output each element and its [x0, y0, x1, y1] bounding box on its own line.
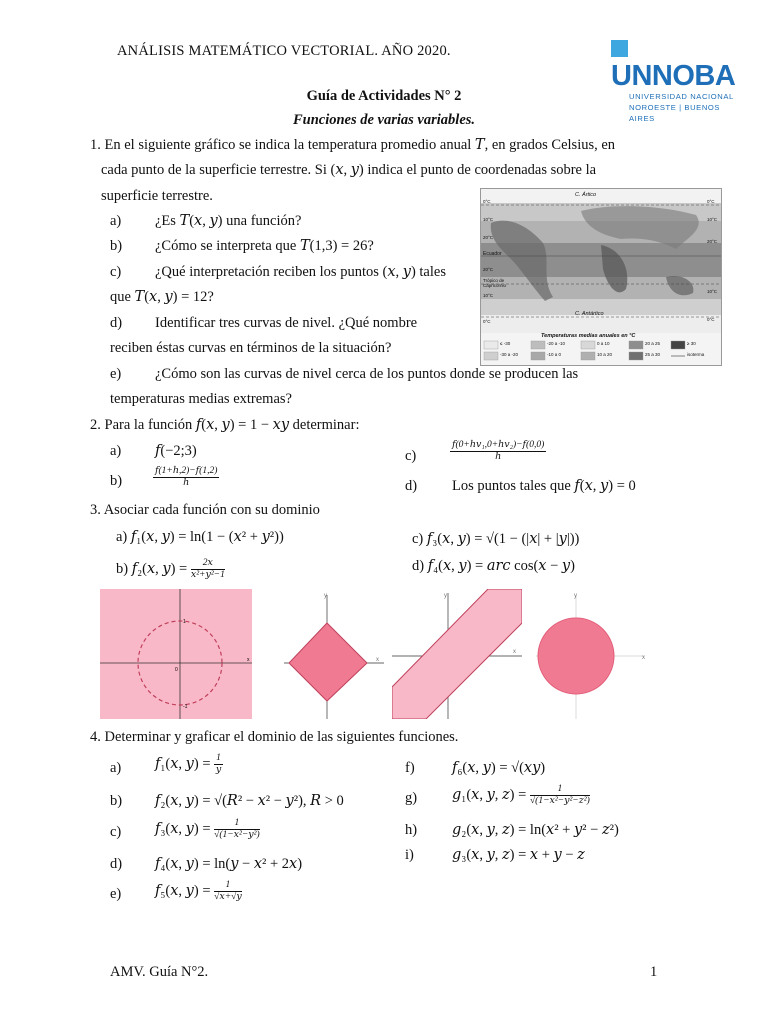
p1-b-text: ¿Cómo se interpreta que 𝑇(1,3) = 26? [155, 238, 374, 254]
footer-left: AMV. Guía N°2. [110, 964, 209, 980]
map-legend-title: Temperaturas medias anuales en °C [541, 333, 636, 339]
map-temp-left-4: 10°C [483, 293, 494, 298]
p2-c-label: c) [405, 448, 417, 464]
p4-d-label: d) [110, 856, 123, 872]
p4-a-pre: 𝑓₁(𝑥, 𝑦) = [155, 755, 211, 772]
p4-a-den: 𝑦 [215, 765, 222, 775]
p2-stem: 2. Para la función 𝑓(𝑥, 𝑦) = 1 − 𝑥𝑦 determinar: [90, 417, 360, 433]
p4-g-pre: 𝑔₁(𝑥, 𝑦, 𝑧) = [452, 786, 527, 803]
p4-g-label: g) [405, 790, 418, 806]
map-label-tropico: Trópico de Capricornio [483, 278, 507, 288]
p1-d-text: Identificar tres curvas de nivel. ¿Qué nombre [155, 315, 418, 331]
p4-d-text: 𝑓₄(𝑥, 𝑦) = ln(𝑦 − 𝑥² + 2𝑥) [155, 856, 303, 872]
p4-i-label: i) [405, 847, 414, 863]
p4-a-num: 1 [216, 753, 221, 763]
map-legend-3: -10 a 0 [547, 352, 562, 357]
p4-e-den: √𝑥+√𝑦 [214, 892, 242, 902]
p1-c-label: c) [110, 264, 122, 280]
page-number: 1 [650, 964, 658, 980]
domain-plot-diamond [284, 589, 384, 719]
p4-g-num: 1 [530, 784, 590, 796]
p4-h-label: h) [405, 822, 418, 838]
p1-e-text2: temperaturas medias extremas? [110, 391, 292, 407]
plot1-origin: 0 [175, 667, 178, 673]
p4-e-label: e) [110, 886, 122, 902]
p3-b-pre: b) 𝑓₂(𝑥, 𝑦) = [116, 560, 188, 577]
p2-c-num: 𝑓(0+ℎ𝑣₁,0+ℎ𝑣₂)−𝑓(0,0) [452, 440, 545, 450]
map-legend-0: ≤ -30 [500, 341, 511, 346]
p2-c-den: ℎ [495, 452, 502, 462]
p4-i-text: 𝑔₃(𝑥, 𝑦, 𝑧) = 𝑥 + 𝑦 − 𝑧 [452, 847, 585, 863]
map-legend-7: 25 a 30 [645, 352, 661, 357]
p4-g-den: √(1−𝑥²−𝑦²−𝑧²) [529, 796, 590, 806]
map-legend-4: 0 a 10 [597, 341, 610, 346]
temperature-map [480, 188, 722, 366]
plot3-y-label: y [444, 593, 447, 599]
map-temp-left-0: 0°C [483, 199, 491, 204]
plot4-y-label: y [574, 593, 577, 599]
p1-a-text: ¿Es 𝑇(𝑥, 𝑦) una función? [155, 213, 302, 229]
p1-e-label: e) [110, 366, 122, 382]
page-subtitle: Funciones de varias variables. [292, 112, 476, 128]
p3-b-den: 𝑥²+𝑦²−1 [190, 570, 225, 580]
p4-e-pre: 𝑓₅(𝑥, 𝑦) = [155, 882, 211, 899]
p4-c-text [155, 818, 260, 841]
map-temp-right-3: 10°C [707, 289, 718, 294]
plot3-x-label: x [513, 649, 516, 655]
map-legend-9: isoterma [687, 352, 705, 357]
p3-c-text: c) 𝑓₃(𝑥, 𝑦) = √(1 − (|𝑥| + |𝑦|)) [412, 531, 580, 547]
map-legend-6: 20 a 25 [645, 341, 661, 346]
map-legend-5: 10 a 20 [597, 352, 613, 357]
p2-b-label: b) [110, 473, 123, 489]
map-temp-right-2: 20°C [707, 239, 718, 244]
plot4-x-label: x [642, 655, 645, 661]
map-legend-1: -30 a -20 [500, 352, 519, 357]
map-label-artico: C. Ártico [575, 192, 597, 198]
p4-h-text: 𝑔₂(𝑥, 𝑦, 𝑧) = ln(𝑥² + 𝑦² − 𝑧²) [452, 822, 619, 838]
p2-c-fraction [450, 440, 546, 463]
p4-c-label: c) [110, 824, 122, 840]
p2-d-text: Los puntos tales que 𝑓(𝑥, 𝑦) = 0 [452, 478, 636, 494]
p4-g-text [452, 784, 590, 807]
p1-line3: superficie terrestre. [101, 188, 213, 204]
p2-a-text: 𝑓(−2;3) [155, 443, 197, 459]
map-temp-left-2: 20°C [483, 235, 494, 240]
p2-a-label: a) [110, 443, 122, 459]
p4-e-text [155, 880, 242, 903]
p3-b-text [116, 558, 225, 581]
domain-plot-disk-exterior [100, 589, 252, 719]
p1-d-text2: reciben éstas curvas en términos de la situación? [110, 340, 392, 356]
domain-plot-disk [536, 589, 656, 719]
p3-b-num: 2𝑥 [191, 558, 225, 570]
p4-f-text: 𝑓₆(𝑥, 𝑦) = √(𝑥𝑦) [452, 760, 546, 776]
p2-d-label: d) [405, 478, 418, 494]
plot2-x-label: x [376, 657, 379, 663]
p1-a-label: a) [110, 213, 122, 229]
map-temp-right-4: 0°C [707, 317, 715, 322]
p1-c-text: ¿Qué interpretación reciben los puntos (𝑥, 𝑦) tales [155, 264, 446, 280]
p4-b-text: 𝑓₂(𝑥, 𝑦) = √(𝑅² − 𝑥² − 𝑦²), 𝑅 > 0 [155, 793, 344, 809]
p4-a-text [155, 753, 223, 776]
p4-c-num: 1 [214, 818, 260, 830]
logo-sub-line2: NOROESTE | BUENOS AIRES [629, 103, 721, 123]
p1-c-text2: que 𝑇(𝑥, 𝑦) = 12? [110, 289, 214, 305]
map-label-ecuador: Ecuador [483, 251, 502, 257]
p1-e-text: ¿Cómo son las curvas de nivel cerca de los puntos donde se producen las [155, 366, 579, 382]
p1-d-label: d) [110, 315, 123, 331]
map-temp-right-0: 0°C [707, 199, 715, 204]
logo-square-icon [611, 40, 628, 57]
map-temp-left-5: 0°C [483, 319, 491, 324]
map-legend-8: ≥ 30 [687, 341, 696, 346]
p4-c-den: √(1−𝑥²−𝑦²) [214, 830, 260, 840]
map-temp-left-1: 10°C [483, 217, 494, 222]
plot1-tick: 1 [183, 619, 186, 625]
map-temp-left-3: 20°C [483, 267, 494, 272]
p1-line2: cada punto de la superficie terrestre. Si (𝑥, 𝑦) indica el punto de coordenadas sobre la [101, 162, 597, 178]
p1-line1: 1. En el siguiente gráfico se indica la temperatura promedio anual 𝑇, en grados Celsius, en [90, 137, 616, 153]
page-title: Guía de Actividades N° 2 [306, 88, 462, 104]
course-header: ANÁLISIS MATEMÁTICO VECTORIAL. AÑO 2020. [117, 43, 451, 59]
p2-b-den: ℎ [183, 478, 190, 488]
p3-stem: 3. Asociar cada función con su dominio [90, 502, 320, 518]
p4-e-num: 1 [214, 880, 242, 892]
plot2-y-label: y [324, 593, 327, 599]
p4-b-label: b) [110, 793, 123, 809]
logo-sub-line1: UNIVERSIDAD NACIONAL [629, 92, 734, 101]
p2-b-num: 𝑓(1+ℎ,2)−𝑓(1,2) [155, 466, 218, 476]
domain-plot-strip [392, 589, 522, 719]
p4-a-label: a) [110, 760, 122, 776]
p4-f-label: f) [405, 760, 415, 776]
p1-b-label: b) [110, 238, 123, 254]
plot1-tick-neg: -1 [183, 704, 188, 710]
plot1-x-label: x [247, 657, 250, 663]
logo-text: UNNOBA [611, 60, 736, 92]
map-temp-right-1: 10°C [707, 217, 718, 222]
p2-b-fraction [153, 466, 219, 489]
p3-d-text: d) 𝑓₄(𝑥, 𝑦) = 𝑎𝑟𝑐 cos(𝑥 − 𝑦) [412, 558, 575, 574]
p4-stem: 4. Determinar y graficar el dominio de las siguientes funciones. [90, 729, 459, 745]
map-label-antartico: C. Antártico [575, 311, 604, 317]
p3-a-text: a) 𝑓₁(𝑥, 𝑦) = ln(1 − (𝑥² + 𝑦²)) [116, 529, 284, 545]
map-legend-2: -20 a -10 [547, 341, 566, 346]
p4-c-pre: 𝑓₃(𝑥, 𝑦) = [155, 820, 211, 837]
